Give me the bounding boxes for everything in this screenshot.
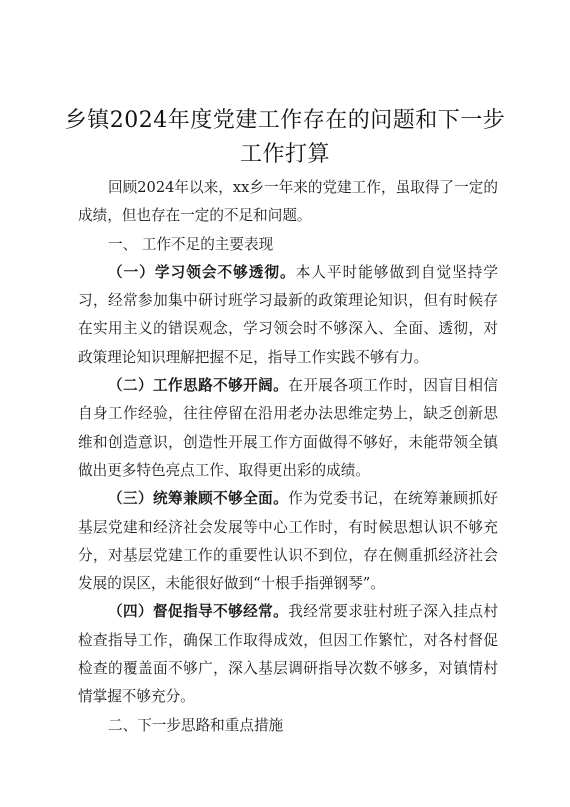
- item-3-lead: （三）统筹兼顾不够全面。: [108, 490, 289, 508]
- item-4-lead: （四）督促指导不够经常。: [108, 603, 289, 621]
- item-2-paragraph: [78, 372, 498, 485]
- item-4-body: 我经常要求驻村班子深入挂点村检查指导工作，确保工作取得成效，但因工作繁忙，对各村督促检查的覆盖面不够广，深入基层调研指导次数不够多，对镇情村情掌握不够充分。: [78, 603, 498, 706]
- document-title-line-2: 工作打算: [239, 142, 330, 167]
- section-2-heading: 二、下一步思路和重点措施: [108, 716, 284, 734]
- document-body: [78, 174, 498, 740]
- intro-paragraph: 回顾2024年以来，xx乡一年来的党建工作，虽取得了一定的成绩，但也存在一定的不足和问题。: [78, 179, 498, 225]
- item-2-lead: （二）工作思路不够开阔。: [108, 377, 289, 395]
- item-4-paragraph: [78, 598, 498, 711]
- item-3-body: 作为党委书记，在统筹兼顾抓好基层党建和经济社会发展等中心工作时，有时候思想认识不够充分，对基层党建工作的重要性认识不到位，存在侧重抓经济社会发展的误区，未能很好做到“十根手指弹钢琴”。: [78, 490, 498, 593]
- item-2-body: 在开展各项工作时，因盲目相信自身工作经验，往往停留在沿用老办法思维定势上，缺乏创新思维和创造意识，创造性开展工作方面做得不够好，未能带领全镇做出更多特色亮点工作、取得更出彩的成绩。: [78, 377, 498, 479]
- item-1-body: 本人平时能够做到自觉坚持学习，经常参加集中研讨班学习最新的政策理论知识，但有时候存在实用主义的错误观念，学习领会时不够深入、全面、透彻，对政策理论知识理解把握不足，指导工作实践不够有力。: [78, 263, 498, 366]
- item-1-lead: （一）学习领会不够透彻。: [108, 263, 296, 281]
- item-3-paragraph: [78, 485, 498, 598]
- section-1-heading: 一、 工作不足的主要表现: [108, 235, 274, 253]
- document-title-line-1: 乡镇2024年度党建工作存在的问题和下一步: [64, 108, 506, 133]
- item-1-paragraph: [78, 259, 498, 372]
